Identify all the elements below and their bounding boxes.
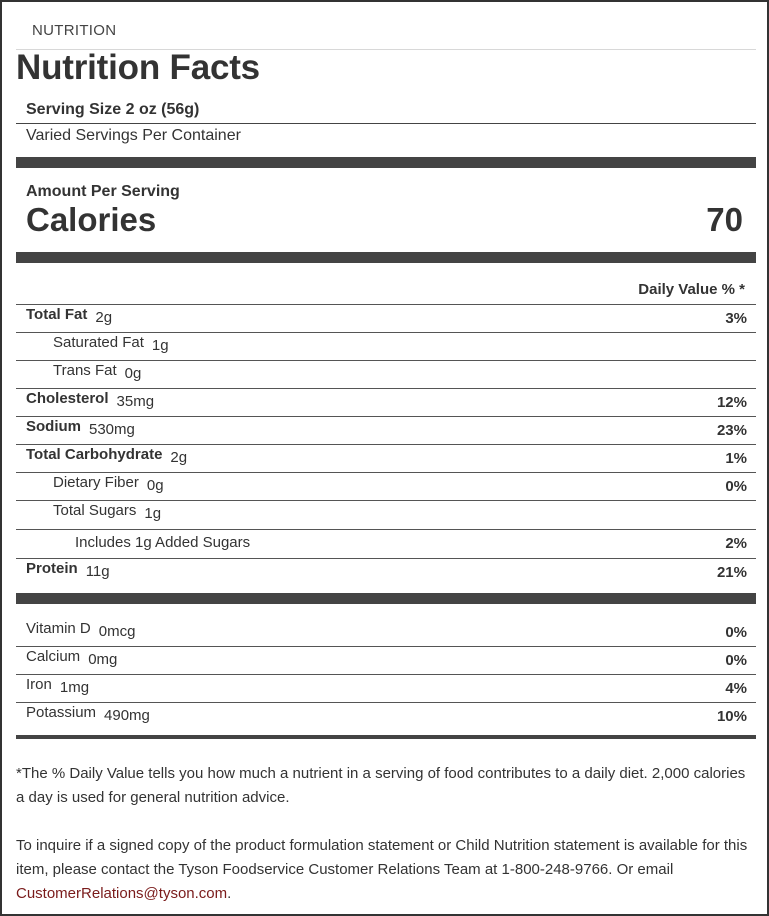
vitamin-daily-value: 10% xyxy=(716,708,747,725)
nutrient-row-saturated-fat xyxy=(16,332,756,360)
nutrient-daily-value: 12% xyxy=(716,394,747,411)
vitamin-name: Vitamin D 0mcg xyxy=(26,620,136,640)
nutrient-row-cholesterol xyxy=(16,388,756,416)
nutrient-amount: 35mg xyxy=(116,393,155,410)
serving-divider xyxy=(16,123,756,124)
nutrient-amount: 1g xyxy=(151,337,169,354)
vitamin-name: Calcium 0mg xyxy=(26,648,118,668)
bottom-divider xyxy=(16,735,756,739)
servings-per-container: Varied Servings Per Container xyxy=(26,127,241,144)
nutrient-amount: 0g xyxy=(124,365,142,382)
nutrient-amount: 1g xyxy=(144,505,162,522)
vitamin-row-vitamin-d xyxy=(16,618,756,646)
nutrient-row-total-fat xyxy=(16,304,756,332)
nutrient-daily-value: 21% xyxy=(716,564,747,581)
vitamin-amount: 0mcg xyxy=(98,623,136,640)
nutrient-name: Total Sugars 1g xyxy=(53,502,162,522)
nutrient-name: Trans Fat 0g xyxy=(53,362,142,382)
nutrient-daily-value: 1% xyxy=(725,450,747,467)
nutrient-row-sodium xyxy=(16,416,756,444)
daily-value-header: Daily Value % * xyxy=(638,281,745,298)
nutrient-amount: 530mg xyxy=(89,421,135,438)
vitamin-daily-value: 0% xyxy=(725,652,747,669)
nutrient-amount: 2g xyxy=(170,449,188,466)
nutrient-amount: 2g xyxy=(95,309,113,326)
inquiry-statement xyxy=(16,834,751,906)
nutrient-row-total-sugars xyxy=(16,500,756,528)
nutrition-facts-title: Nutrition Facts xyxy=(16,48,260,87)
nutrient-name: Sodium 530mg xyxy=(26,418,135,438)
daily-value-footnote: *The % Daily Value tells you how much a nutrient in a serving of food contributes to a daily diet. 2,000 calories a day is used for general nutrition advice. xyxy=(16,765,746,806)
nutrient-daily-value: 23% xyxy=(716,422,747,439)
nutrient-name: Total Fat 2g xyxy=(26,306,113,326)
vitamin-amount: 490mg xyxy=(104,707,150,724)
nutrient-name: Includes 1g Added Sugars xyxy=(75,534,251,551)
nutrient-amount: 0g xyxy=(146,477,164,494)
customer-relations-email-link[interactable]: CustomerRelations@tyson.com xyxy=(16,885,228,902)
nutrient-daily-value: 0% xyxy=(725,478,747,495)
thick-divider xyxy=(16,593,756,604)
vitamin-row-calcium xyxy=(16,646,756,674)
vitamin-row-iron xyxy=(16,674,756,702)
thick-divider xyxy=(16,157,756,168)
nutrient-row-total-carbohydrate xyxy=(16,444,756,472)
nutrient-name: Cholesterol 35mg xyxy=(26,390,155,410)
nutrient-row-dietary-fiber xyxy=(16,472,756,500)
vitamin-daily-value: 0% xyxy=(725,624,747,641)
calories-label: Calories xyxy=(26,201,157,238)
inquiry-end: . xyxy=(227,885,232,902)
calories-value: 70 xyxy=(706,201,743,238)
nutrient-daily-value: 3% xyxy=(725,310,747,327)
thick-divider xyxy=(16,252,756,263)
nutrient-name: Protein 11g xyxy=(26,560,110,580)
amount-per-serving: Amount Per Serving xyxy=(26,183,180,200)
nutrient-name: Dietary Fiber 0g xyxy=(53,474,164,494)
serving-size: Serving Size 2 oz (56g) xyxy=(26,101,200,118)
vitamin-amount: 1mg xyxy=(59,679,90,696)
nutrient-name: Saturated Fat 1g xyxy=(53,334,169,354)
nutrient-daily-value: 2% xyxy=(725,535,747,552)
inquiry-text: To inquire if a signed copy of the product formulation statement or Child Nutrition statement is available for this item, please contact the Tyson Foodservice Customer Relations Team at 1-800-248-9766. Or email xyxy=(16,837,748,878)
vitamin-name: Potassium 490mg xyxy=(26,704,150,724)
nutrient-amount: 11g xyxy=(85,563,110,580)
nutrient-row-protein xyxy=(16,558,756,586)
vitamin-amount: 0mg xyxy=(88,651,118,668)
section-label: NUTRITION xyxy=(32,22,117,39)
vitamin-daily-value: 4% xyxy=(725,680,747,697)
vitamin-row-potassium xyxy=(16,702,756,730)
nutrient-row-added-sugars xyxy=(16,529,756,557)
vitamin-name: Iron 1mg xyxy=(26,676,90,696)
nutrient-row-trans-fat xyxy=(16,360,756,388)
nutrient-name: Total Carbohydrate 2g xyxy=(26,446,188,466)
